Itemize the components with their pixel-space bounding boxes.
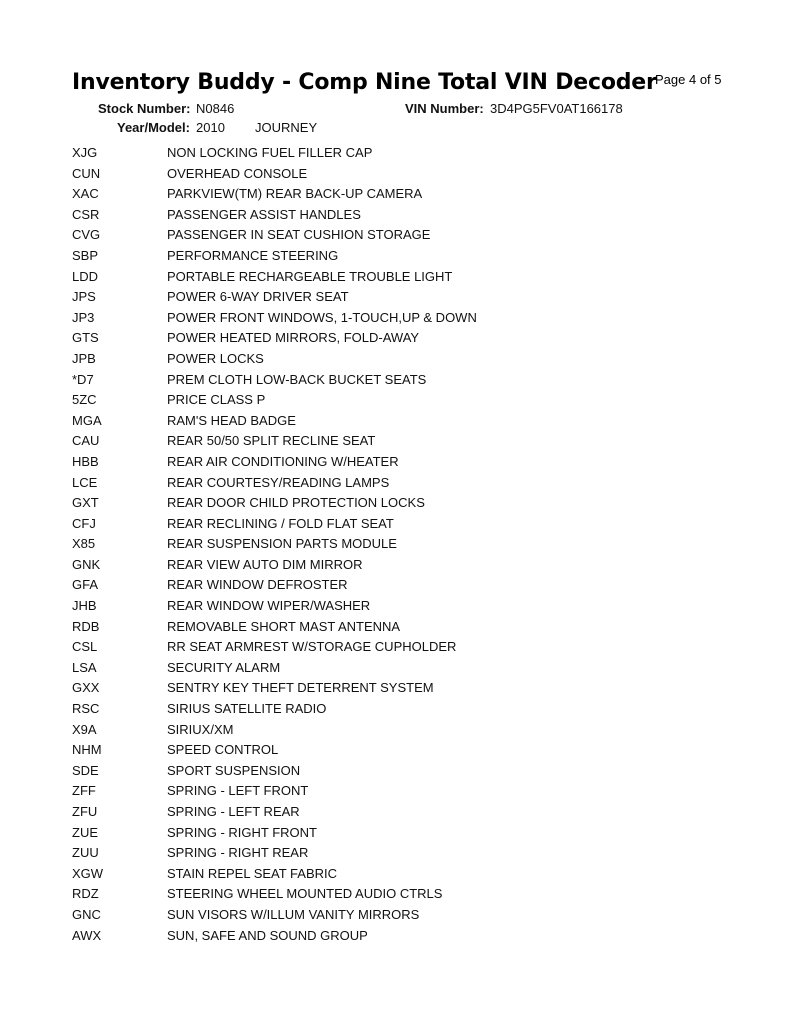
option-description: REMOVABLE SHORT MAST ANTENNA — [167, 618, 401, 634]
option-row — [72, 740, 692, 761]
option-code: GFA — [72, 577, 99, 593]
option-row — [72, 637, 692, 658]
option-description: REAR COURTESY/READING LAMPS — [167, 474, 390, 490]
option-code: JP3 — [72, 309, 95, 325]
option-code: HBB — [72, 453, 99, 469]
option-description: PREM CLOTH LOW-BACK BUCKET SEATS — [167, 371, 427, 387]
option-code: 5ZC — [72, 392, 97, 408]
option-row — [72, 555, 692, 576]
option-description: SECURITY ALARM — [167, 659, 281, 675]
option-description: REAR WINDOW WIPER/WASHER — [167, 598, 371, 614]
option-row — [72, 802, 692, 823]
option-description: RR SEAT ARMREST W/STORAGE CUPHOLDER — [167, 639, 457, 655]
option-description: SIRIUS SATELLITE RADIO — [167, 701, 327, 717]
option-description: PARKVIEW(TM) REAR BACK-UP CAMERA — [167, 186, 423, 202]
option-code: XAC — [72, 186, 99, 202]
option-code: RDB — [72, 618, 100, 634]
option-description: PORTABLE RECHARGEABLE TROUBLE LIGHT — [167, 268, 453, 284]
option-code: LCE — [72, 474, 98, 490]
option-row — [72, 823, 692, 844]
option-description: POWER 6-WAY DRIVER SEAT — [167, 289, 349, 305]
option-description: SPRING - LEFT FRONT — [167, 783, 309, 799]
option-description: REAR 50/50 SPLIT RECLINE SEAT — [167, 433, 376, 449]
option-description: POWER HEATED MIRRORS, FOLD-AWAY — [167, 330, 420, 346]
option-description: PASSENGER ASSIST HANDLES — [167, 206, 361, 222]
option-row — [72, 246, 692, 267]
option-row — [72, 431, 692, 452]
option-row — [72, 596, 692, 617]
option-description: REAR RECLINING / FOLD FLAT SEAT — [167, 515, 394, 531]
stock-number-value: N0846 — [196, 101, 235, 116]
option-code: SDE — [72, 762, 99, 778]
option-description: REAR VIEW AUTO DIM MIRROR — [167, 556, 363, 572]
option-description: PERFORMANCE STEERING — [167, 247, 339, 263]
option-code-list — [72, 143, 692, 946]
option-description: REAR AIR CONDITIONING W/HEATER — [167, 453, 399, 469]
option-row — [72, 205, 692, 226]
option-row — [72, 411, 692, 432]
option-row — [72, 493, 692, 514]
option-code: GXX — [72, 680, 100, 696]
option-code: X9A — [72, 721, 97, 737]
option-code: MGA — [72, 412, 102, 428]
option-code: JHB — [72, 598, 97, 614]
option-code: GTS — [72, 330, 99, 346]
vin-number-value: 3D4PG5FV0AT166178 — [490, 101, 623, 116]
option-row — [72, 267, 692, 288]
option-row — [72, 225, 692, 246]
option-description: SENTRY KEY THEFT DETERRENT SYSTEM — [167, 680, 434, 696]
option-row — [72, 699, 692, 720]
option-code: CSR — [72, 206, 100, 222]
option-code: XGW — [72, 865, 104, 881]
option-description: OVERHEAD CONSOLE — [167, 165, 308, 181]
option-description: POWER LOCKS — [167, 350, 264, 366]
option-description: STAIN REPEL SEAT FABRIC — [167, 865, 338, 881]
option-row — [72, 390, 692, 411]
option-code: ZUU — [72, 845, 99, 861]
option-row — [72, 184, 692, 205]
option-description: NON LOCKING FUEL FILLER CAP — [167, 145, 373, 160]
option-description: REAR DOOR CHILD PROTECTION LOCKS — [167, 495, 425, 511]
option-description: PASSENGER IN SEAT CUSHION STORAGE — [167, 227, 431, 243]
option-code: ZFU — [72, 804, 98, 819]
option-description: STEERING WHEEL MOUNTED AUDIO CTRLS — [167, 886, 443, 902]
option-code: RSC — [72, 701, 100, 717]
stock-number-label-text: Stock Number: — [98, 101, 191, 116]
option-code: SBP — [72, 247, 99, 263]
option-row — [72, 617, 692, 638]
option-code: GNC — [72, 906, 101, 922]
option-row — [72, 781, 692, 802]
option-code: *D7 — [72, 371, 94, 387]
option-row — [72, 720, 692, 741]
option-row — [72, 926, 692, 947]
vin-number-label — [405, 101, 484, 116]
stock-number-label — [98, 101, 190, 116]
option-row — [72, 143, 692, 164]
option-description: SUN, SAFE AND SOUND GROUP — [167, 927, 368, 943]
option-code: GXT — [72, 495, 99, 511]
vin-number-label-text: VIN Number: — [405, 101, 484, 116]
option-code: CAU — [72, 433, 100, 449]
option-row — [72, 678, 692, 699]
option-row — [72, 164, 692, 185]
page-indicator: Page 4 of 5 — [655, 72, 722, 87]
option-row — [72, 287, 692, 308]
option-code: ZFF — [72, 783, 96, 799]
option-description: SPRING - RIGHT FRONT — [167, 824, 317, 840]
option-code: AWX — [72, 927, 102, 943]
option-row — [72, 575, 692, 596]
option-row — [72, 452, 692, 473]
option-code: XJG — [72, 145, 98, 160]
option-description: REAR SUSPENSION PARTS MODULE — [167, 536, 397, 552]
option-code: NHM — [72, 742, 102, 758]
option-code: ZUE — [72, 824, 98, 840]
option-code: X85 — [72, 536, 96, 552]
option-row — [72, 328, 692, 349]
option-description: SUN VISORS W/ILLUM VANITY MIRRORS — [167, 906, 420, 922]
option-row — [72, 370, 692, 391]
year-model-label-text: Year/Model: — [117, 120, 190, 135]
option-description: SPEED CONTROL — [167, 742, 279, 758]
option-row — [72, 308, 692, 329]
option-description: SPORT SUSPENSION — [167, 762, 301, 778]
option-row — [72, 884, 692, 905]
option-code: LSA — [72, 659, 97, 675]
option-row — [72, 658, 692, 679]
option-code: JPS — [72, 289, 96, 305]
option-row — [72, 843, 692, 864]
option-row — [72, 761, 692, 782]
option-code: LDD — [72, 268, 99, 284]
page-title: Inventory Buddy - Comp Nine Total VIN Decoder — [72, 70, 657, 95]
option-row — [72, 864, 692, 885]
option-description: REAR WINDOW DEFROSTER — [167, 577, 348, 593]
option-row — [72, 905, 692, 926]
year-model-label — [117, 120, 190, 135]
option-row — [72, 473, 692, 494]
option-code: CUN — [72, 165, 101, 181]
option-code: CSL — [72, 639, 98, 655]
option-row — [72, 349, 692, 370]
option-code: CFJ — [72, 515, 96, 531]
option-description: SIRIUX/XM — [167, 721, 234, 737]
option-row — [72, 514, 692, 535]
option-code: RDZ — [72, 886, 99, 902]
option-description: PRICE CLASS P — [167, 392, 266, 408]
option-description: POWER FRONT WINDOWS, 1-TOUCH,UP & DOWN — [167, 309, 477, 325]
option-code: CVG — [72, 227, 101, 243]
year-value: 2010 — [196, 120, 225, 135]
option-code: GNK — [72, 556, 101, 572]
option-description: RAM'S HEAD BADGE — [167, 412, 296, 428]
option-description: SPRING - LEFT REAR — [167, 804, 300, 819]
option-description: SPRING - RIGHT REAR — [167, 845, 309, 861]
model-value: JOURNEY — [255, 120, 318, 135]
option-code: JPB — [72, 350, 96, 366]
option-row — [72, 534, 692, 555]
